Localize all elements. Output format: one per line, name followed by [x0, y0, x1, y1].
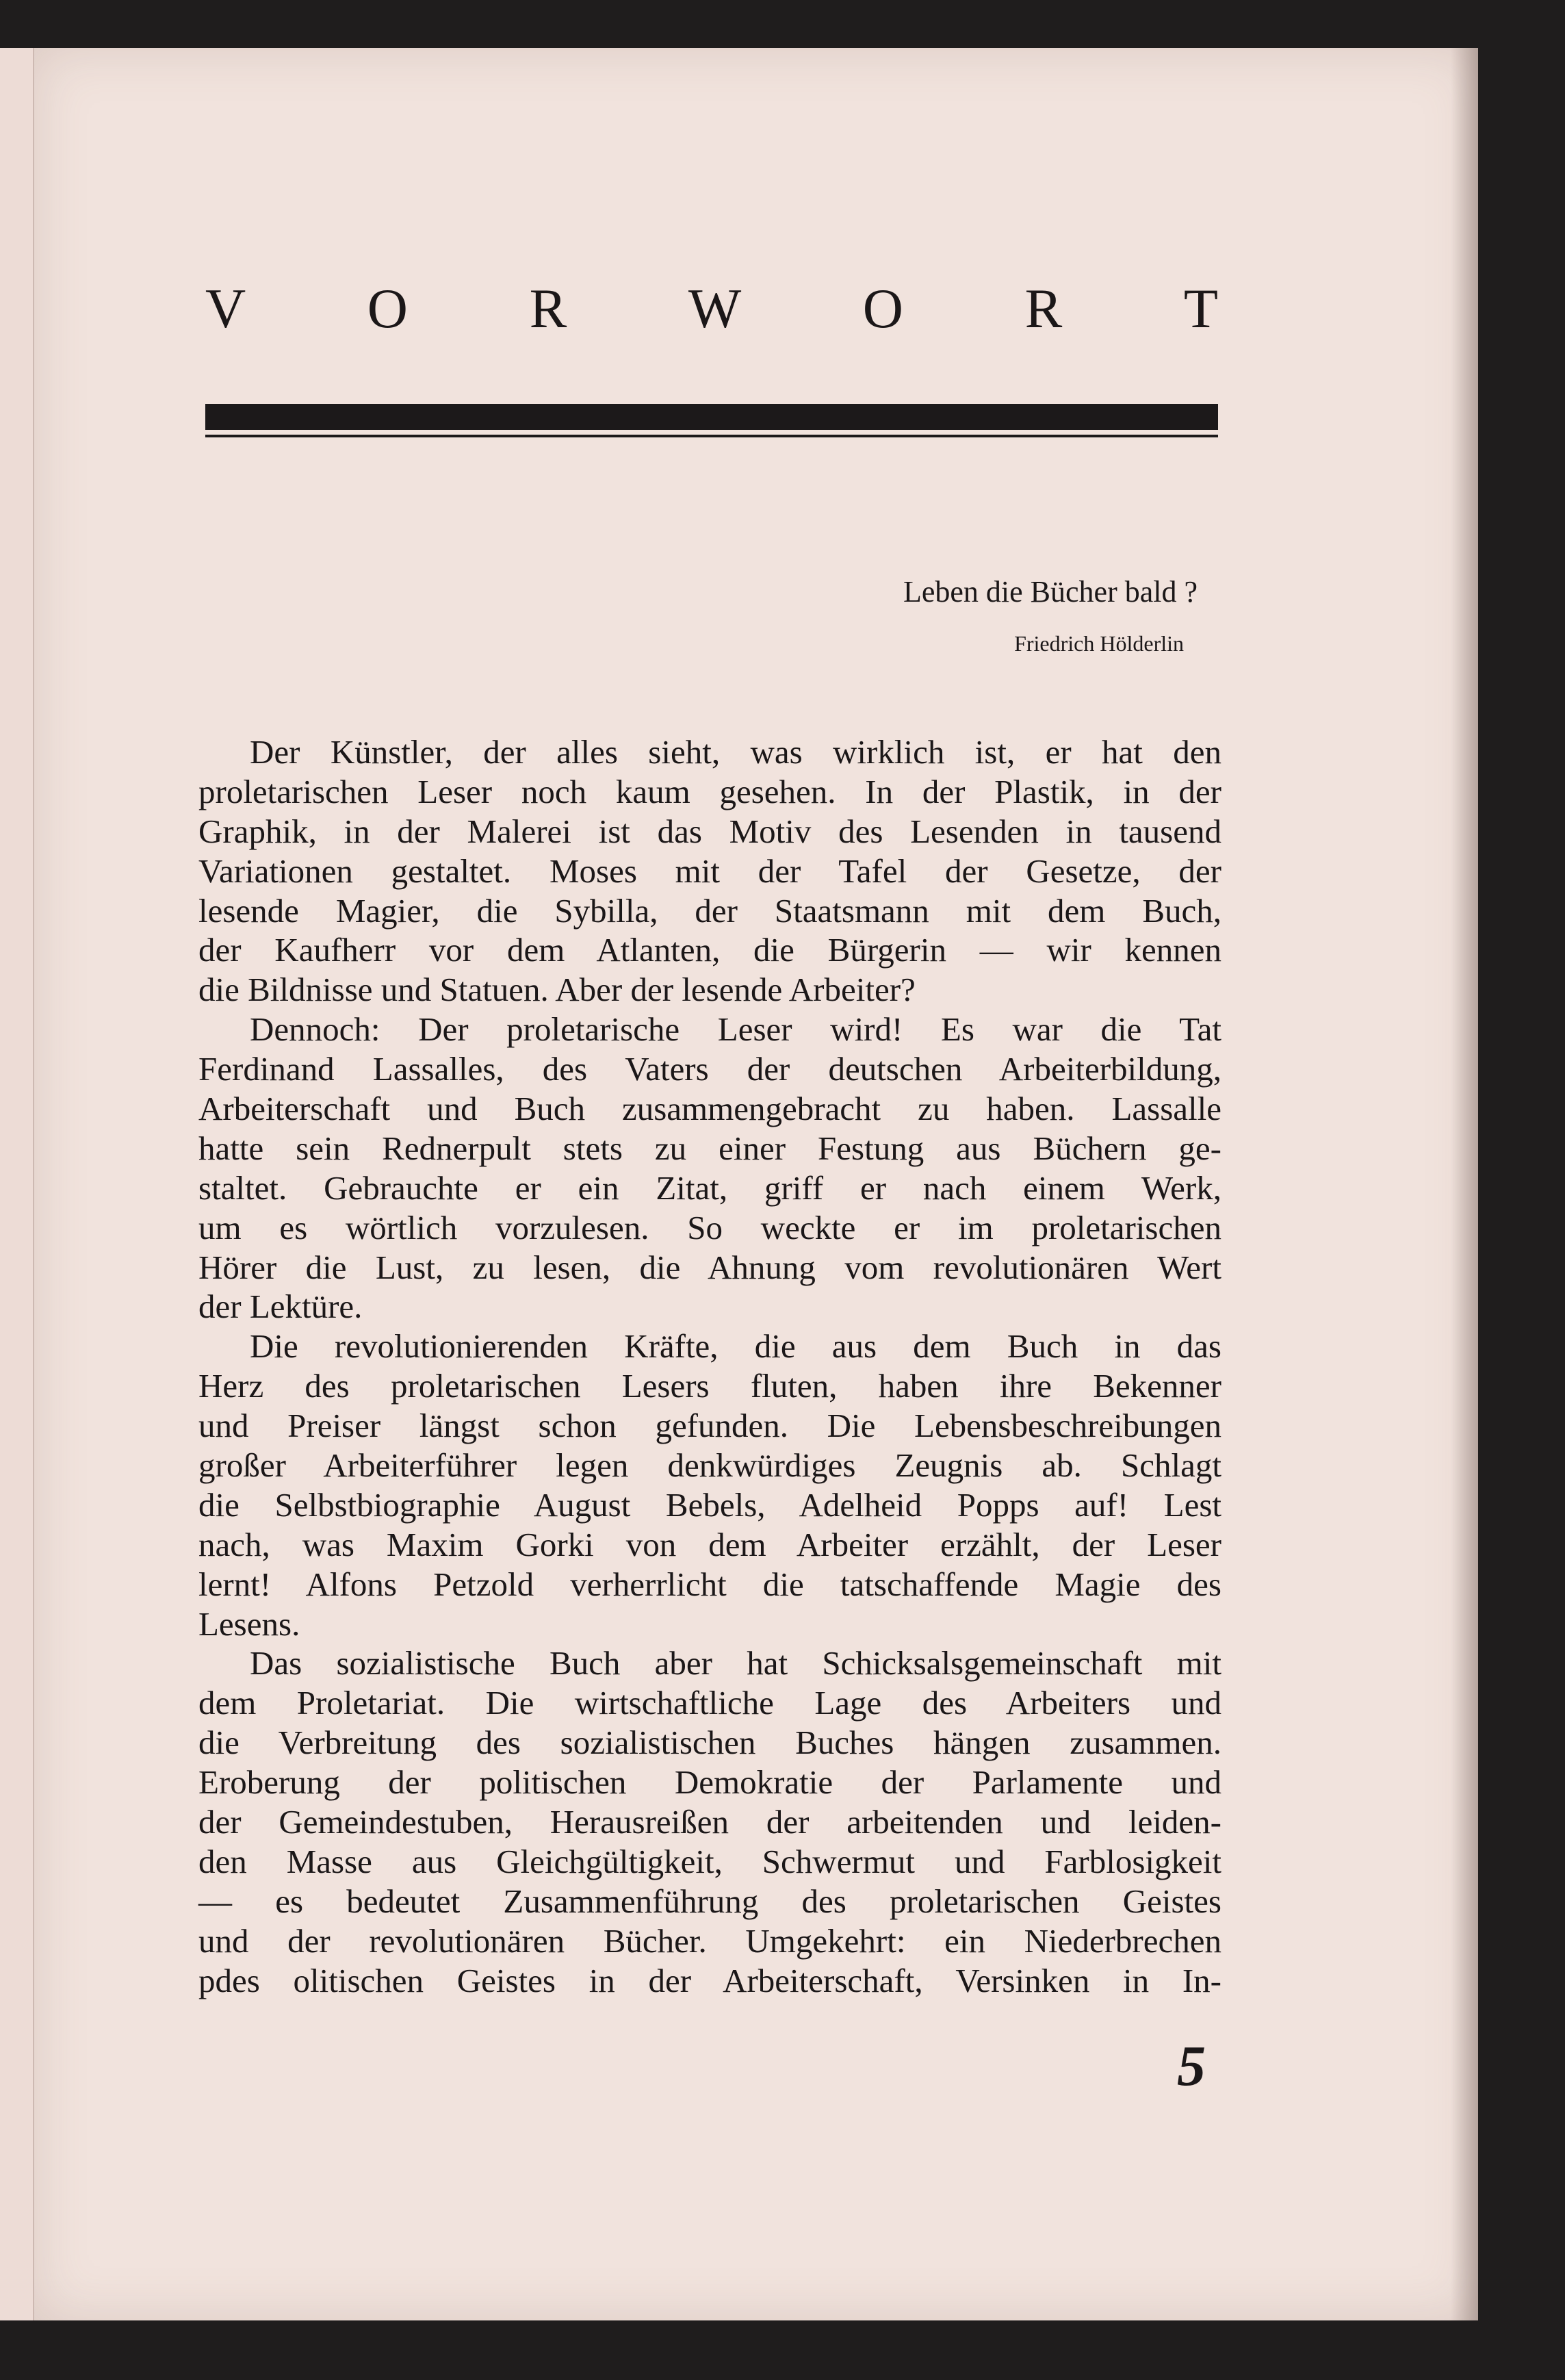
text-line: der Gemeindestuben, Herausreißen der arbeitenden und leiden- [198, 1803, 1221, 1841]
page-number: 5 [1177, 2034, 1206, 2098]
text-line: staltet. Gebrauchte er ein Zitat, griff er nach einem Werk, [198, 1168, 1221, 1207]
text-line: lernt! Alfons Petzold verherrlicht die tatschaffende Magie des [198, 1565, 1221, 1603]
text-line: proletarischen Leser noch kaum gesehen. In der Plastik, in der [198, 772, 1221, 810]
text-line: hatte sein Rednerpult stets zu einer Festung aus Büchern ge- [198, 1129, 1221, 1167]
text-line: Die revolutionierenden Kräfte, die aus dem Buch in das [250, 1327, 1221, 1366]
epigraph-author: Friedrich Hölderlin [1014, 631, 1184, 656]
text-line: und der revolutionären Bücher. Umgekehrt: ein Niederbrechen [198, 1921, 1221, 1960]
heading-letter: R [529, 277, 567, 340]
body-text [198, 732, 1221, 2001]
text-line: pdes olitischen Geistes in der Arbeiterschaft, Versinken in In- [198, 1961, 1221, 1999]
text-line: Graphik, in der Malerei ist das Motiv des Lesenden in tausend [198, 812, 1221, 850]
text-line: Eroberung der politischen Demokratie der Parlamente und [198, 1763, 1221, 1802]
heading-letter: W [688, 277, 742, 340]
text-line: Herz des proletarischen Lesers fluten, haben ihre Bekenner [198, 1367, 1221, 1405]
heading-letter: R [1024, 277, 1063, 340]
epigraph [719, 572, 1198, 659]
text-line: Der Künstler, der alles sieht, was wirklich ist, er hat den [250, 733, 1221, 771]
heading-thin-rule [205, 435, 1218, 437]
text-line: Dennoch: Der proletarische Leser wird! Es war die Tat [250, 1010, 1221, 1049]
page-edge-shadow [1451, 48, 1478, 2320]
text-line: die Selbstbiographie August Bebels, Adelheid Popps auf! Lest [198, 1485, 1221, 1524]
text-line: Variationen gestaltet. Moses mit der Tafel der Gesetze, der [198, 852, 1221, 890]
text-line: der Lektüre. [198, 1288, 363, 1326]
text-line: — es bedeutet Zusammenführung des proletarischen Geistes [198, 1882, 1221, 1920]
text-line: und Preiser längst schon gefunden. Die Lebensbeschreibungen [198, 1407, 1221, 1445]
text-line: Arbeiterschaft und Buch zusammengebracht zu haben. Lassalle [198, 1090, 1221, 1128]
text-line: lesende Magier, die Sybilla, der Staatsmann mit dem Buch, [198, 891, 1221, 930]
text-line: um es wörtlich vorzulesen. So weckte er im proletarischen [198, 1208, 1221, 1246]
epigraph-quote: Leben die Bücher bald ? [903, 575, 1198, 609]
heading-letter: O [367, 277, 408, 340]
text-line: die Verbreitung des sozialistischen Buches hängen zusammen. [198, 1724, 1221, 1762]
book-page [34, 48, 1478, 2320]
text-line: großer Arbeiterführer legen denkwürdiges Zeugnis ab. Schlagt [198, 1446, 1221, 1485]
text-line: Ferdinand Lassalles, des Vaters der deutschen Arbeiterbildung, [198, 1050, 1221, 1088]
heading-letter: T [1183, 277, 1218, 340]
heading-letter: V [205, 277, 246, 340]
chapter-heading [205, 277, 1218, 340]
previous-page-edge [0, 48, 35, 2320]
text-line: Hörer die Lust, zu lesen, die Ahnung vom revolutionären Wert [198, 1248, 1221, 1286]
heading-letter: O [862, 277, 904, 340]
text-line: die Bildnisse und Statuen. Aber der lesende Arbeiter? [198, 971, 916, 1009]
text-line: Das sozialistische Buch aber hat Schicksalsgemeinschaft mit [250, 1644, 1221, 1682]
text-line: nach, was Maxim Gorki von dem Arbeiter erzählt, der Leser [198, 1525, 1221, 1563]
text-line: dem Proletariat. Die wirtschaftliche Lage des Arbeiters und [198, 1684, 1221, 1722]
text-line: Lesens. [198, 1604, 300, 1643]
heading-thick-rule [205, 404, 1218, 430]
text-line: den Masse aus Gleichgültigkeit, Schwermut und Farblosigkeit [198, 1842, 1221, 1880]
text-line: der Kaufherr vor dem Atlanten, die Bürgerin — wir kennen [198, 931, 1221, 969]
